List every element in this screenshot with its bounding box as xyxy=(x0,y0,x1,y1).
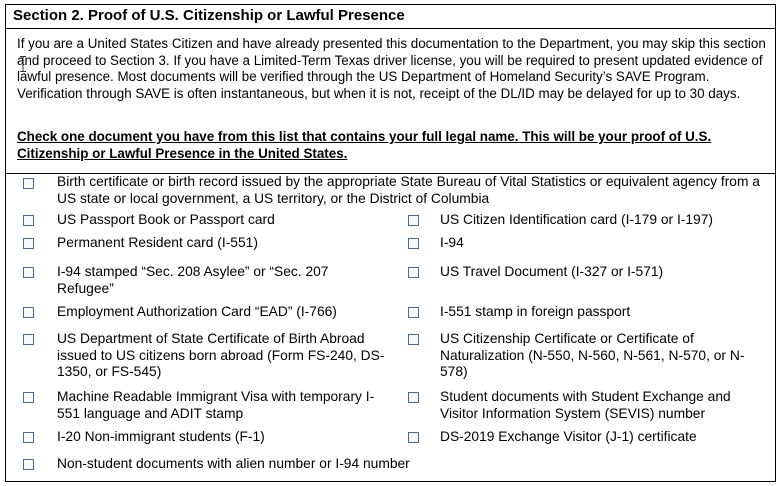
section-title: Section 2. Proof of U.S. Citizenship or Lawful Presence xyxy=(6,5,775,29)
checkbox-citizen-id-card[interactable] xyxy=(408,215,419,226)
label-i94-asylee: I-94 stamped “Sec. 208 Asylee” or “Sec. 207 Refugee” xyxy=(57,264,329,296)
label-us-passport: US Passport Book or Passport card xyxy=(57,212,275,227)
intro-paragraph: If you are a United States Citizen and have already presented this documentation to the Department, you may skip this section and proceed to Section 3. If you have a Limited-Term Texas driver license, you will be required to present updated evidence of lawful presence. Most documents will be verified through the US Department of Homeland Security’s SAVE Program. Verification through SAVE is often instantaneous, but when it is not, receipt of the DL/ID may be delayed for up to 30 days. xyxy=(17,36,766,101)
instruction-text: Check one document you have from this list that contains your full legal name. This will be your proof of U.S. Citizenship or Lawful Presence in the United States. xyxy=(17,129,712,161)
label-state-birth-abroad: US Department of State Certificate of Birth Abroad issued to US citizens born abroad (Form FS-240, DS-1350, or FS-545) xyxy=(57,331,385,379)
label-birth-certificate: Birth certificate or birth record issued by the appropriate State Bureau of Vital Statistics or equivalent agency from a US state or local government, a US territory, or the District of Columbia xyxy=(57,174,760,206)
checkbox-i94-asylee[interactable] xyxy=(23,267,34,278)
checkbox-i94[interactable] xyxy=(408,238,419,249)
checkbox-state-birth-abroad[interactable] xyxy=(23,334,34,345)
checkbox-i20[interactable] xyxy=(23,432,34,443)
label-i20: I-20 Non-immigrant students (F-1) xyxy=(57,429,265,444)
checkbox-sevis[interactable] xyxy=(408,392,419,403)
checkbox-travel-document[interactable] xyxy=(408,267,419,278)
checkbox-birth-certificate[interactable] xyxy=(23,178,34,189)
label-i94: I-94 xyxy=(440,235,464,250)
checkbox-non-student[interactable] xyxy=(23,459,34,470)
checkbox-us-passport[interactable] xyxy=(23,215,34,226)
label-i551-stamp: I-551 stamp in foreign passport xyxy=(440,304,631,319)
checkbox-i551-stamp[interactable] xyxy=(408,307,419,318)
label-ds2019: DS-2019 Exchange Visitor (J-1) certificate xyxy=(440,429,697,444)
label-citizenship-certificate: US Citizenship Certificate or Certificate of Naturalization (N-550, N-560, N-561, N-570, or N-578) xyxy=(440,331,745,379)
label-sevis: Student documents with Student Exchange and Visitor Information System (SEVIS) number xyxy=(440,389,731,421)
checkbox-ds2019[interactable] xyxy=(408,432,419,443)
checkbox-permanent-resident-card[interactable] xyxy=(23,238,34,249)
checkbox-mrv-visa[interactable] xyxy=(23,392,34,403)
checkbox-citizenship-certificate[interactable] xyxy=(408,334,419,345)
label-citizen-id-card: US Citizen Identification card (I-179 or I-197) xyxy=(440,212,713,227)
label-permanent-resident-card: Permanent Resident card (I-551) xyxy=(57,235,258,250)
checkbox-ead[interactable] xyxy=(23,307,34,318)
label-travel-document: US Travel Document (I-327 or I-571) xyxy=(440,264,664,279)
label-mrv-visa: Machine Readable Immigrant Visa with temporary I-551 language and ADIT stamp xyxy=(57,389,375,421)
label-ead: Employment Authorization Card “EAD” (I-766) xyxy=(57,304,337,319)
label-non-student: Non-student documents with alien number or I-94 number xyxy=(57,456,410,471)
